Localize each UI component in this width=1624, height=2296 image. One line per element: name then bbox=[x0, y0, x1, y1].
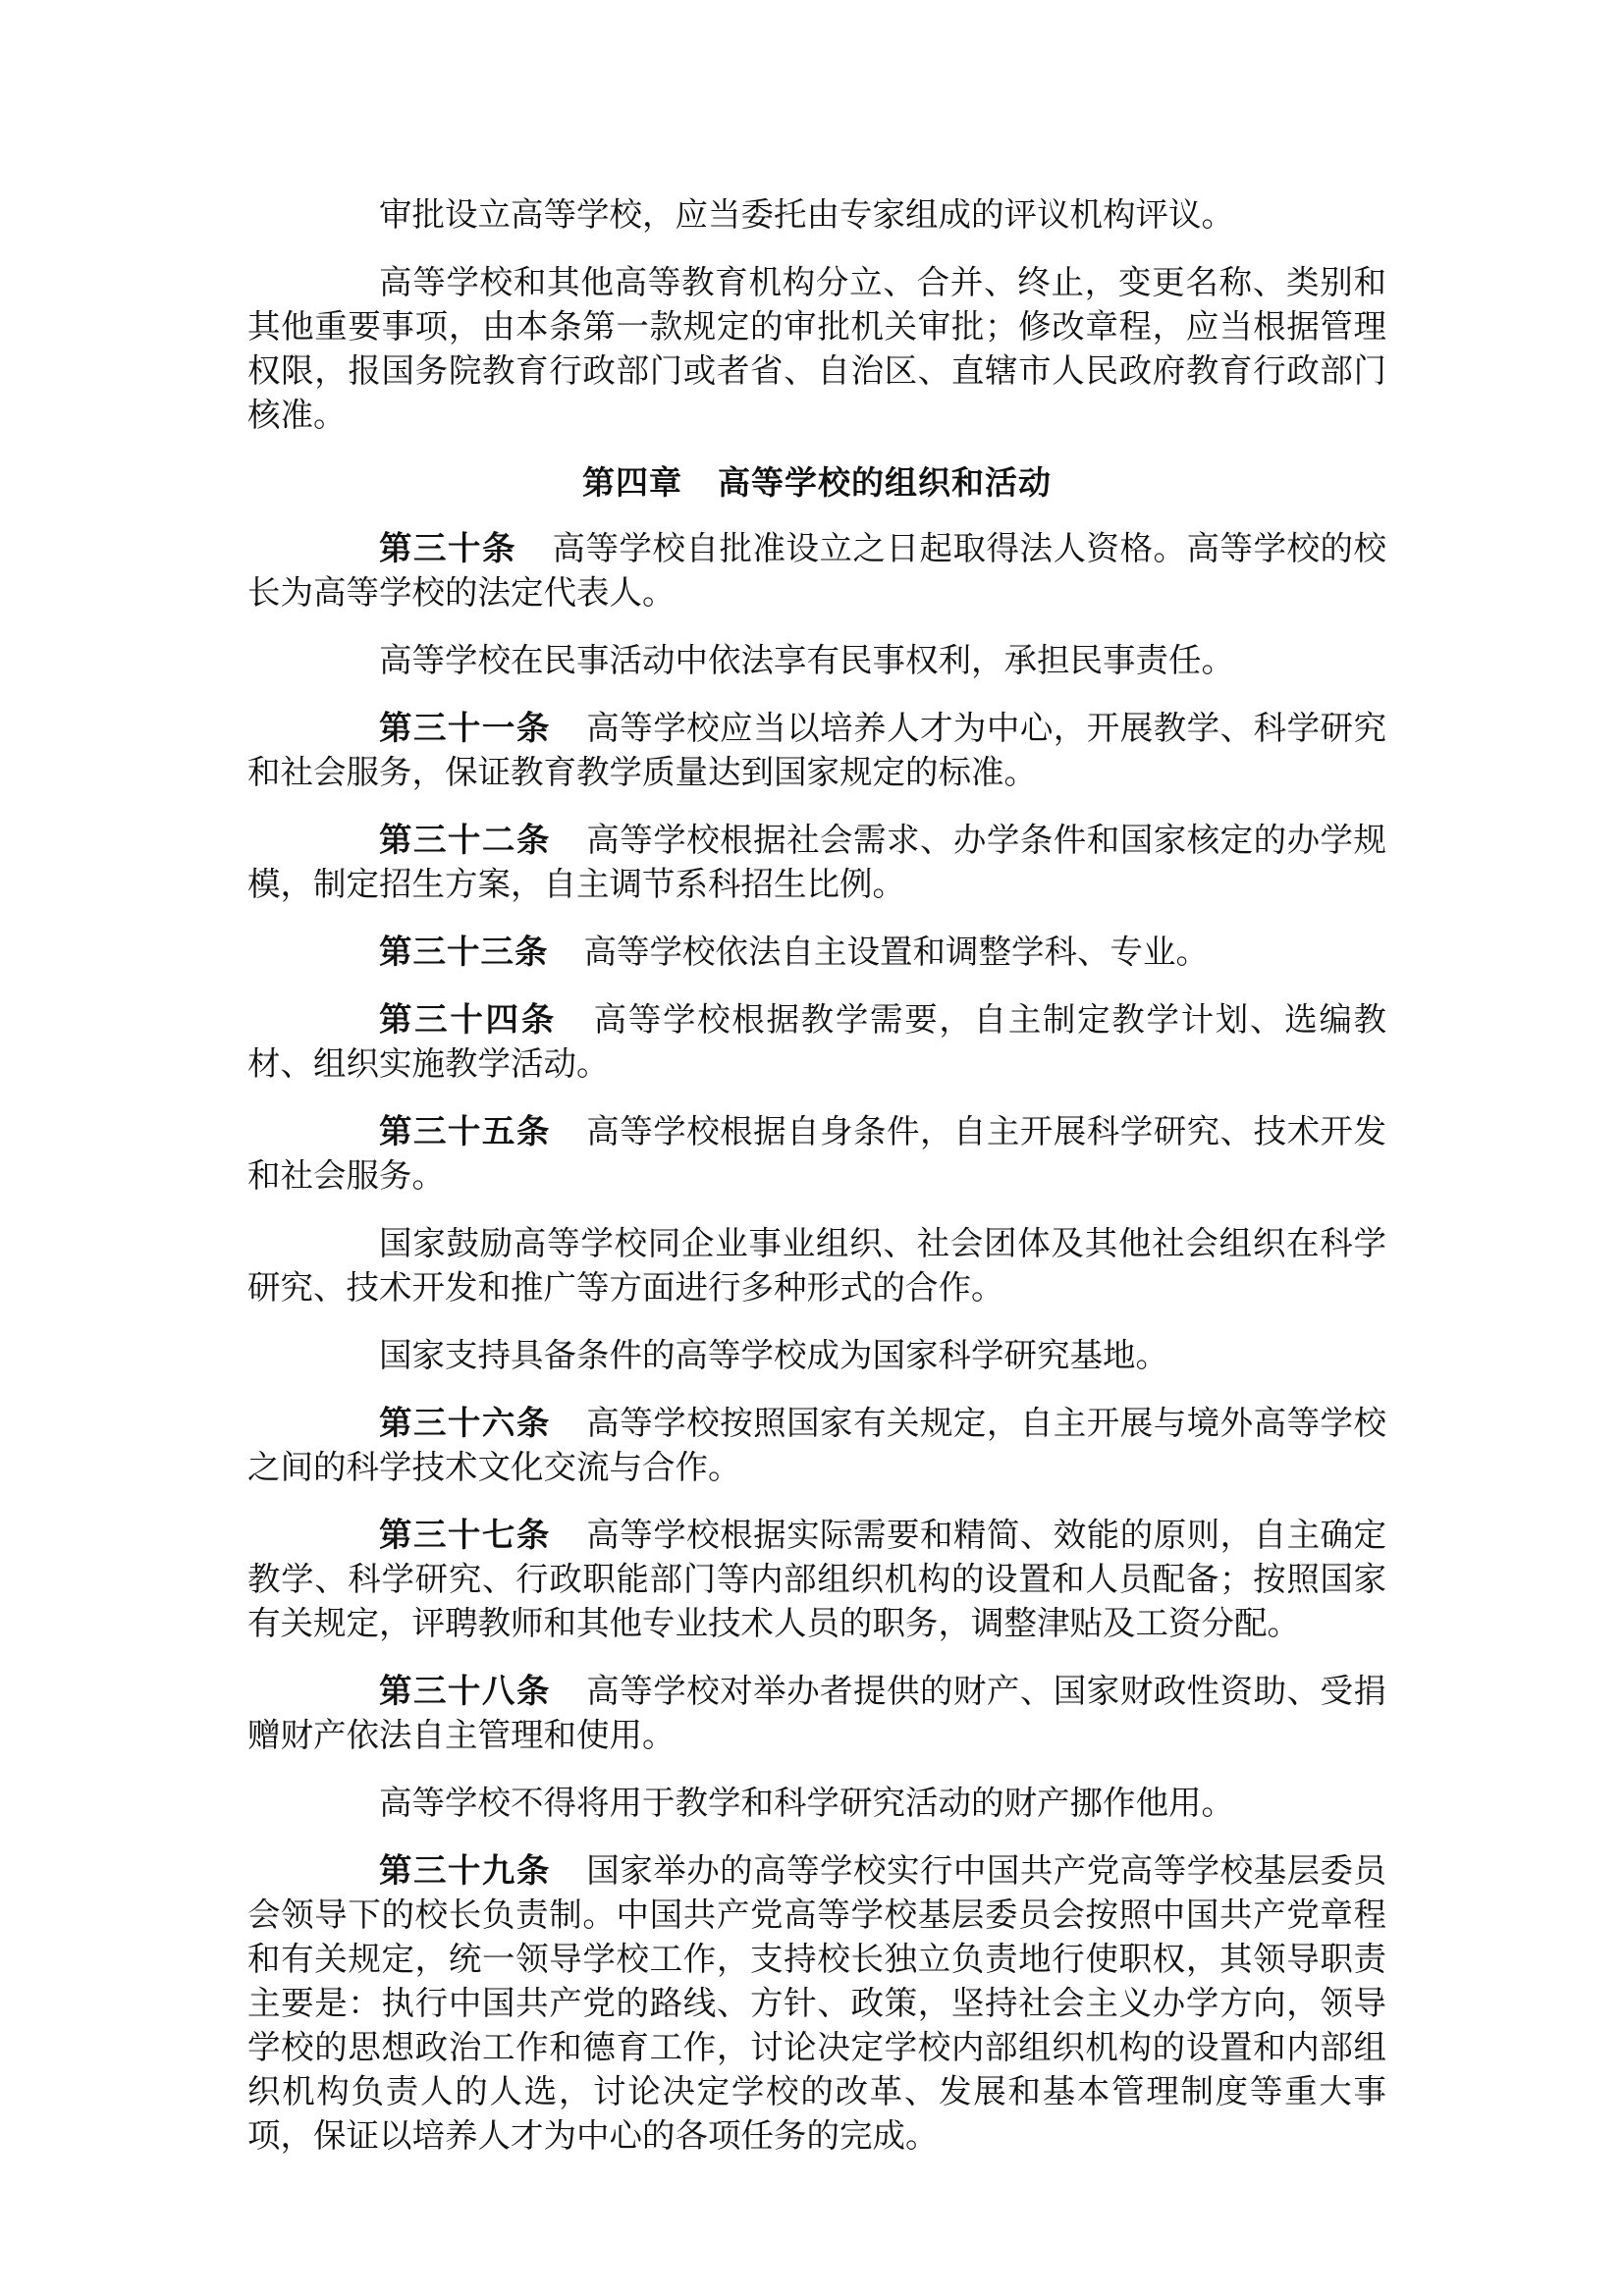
article-text: 国家支持具备条件的高等学校成为国家科学研究基地。 bbox=[379, 1336, 1168, 1374]
article-label: 第三十条 bbox=[379, 529, 516, 567]
article-38 bbox=[247, 1669, 1386, 1757]
article-35 bbox=[247, 1109, 1386, 1198]
article-label: 第三十一条 bbox=[379, 709, 551, 747]
article-text: 高等学校根据自身条件，自主开展科学研究、技术开发和社会服务。 bbox=[247, 1112, 1386, 1195]
article-text: 高等学校不得将用于教学和科学研究活动的财产挪作他用。 bbox=[379, 1784, 1234, 1822]
article-text: 高等学校根据实际需要和精简、效能的原则，自主确定教学、科学研究、行政职能部门等内部组织机构的设置和人员配备；按照国家有关规定，评聘教师和其他专业技术人员的职务，调整津贴及工资分配。 bbox=[247, 1516, 1386, 1642]
article-label: 第三十七条 bbox=[379, 1516, 551, 1554]
article-31 bbox=[247, 706, 1386, 794]
article-30 bbox=[247, 526, 1386, 614]
article-39 bbox=[247, 1848, 1386, 2158]
article-35-paragraph-2 bbox=[247, 1221, 1386, 1309]
article-label: 第三十二条 bbox=[379, 821, 551, 859]
article-text: 国家鼓励高等学校同企业事业组织、社会团体及其他社会组织在科学研究、技术开发和推广等方面进行多种形式的合作。 bbox=[247, 1224, 1386, 1307]
chapter-heading bbox=[247, 460, 1386, 505]
paragraph-text: 高等学校和其他高等教育机构分立、合并、终止，变更名称、类别和其他重要事项，由本条第一款规定的审批机关审批；修改章程，应当根据管理权限，报国务院教育行政部门或者省、自治区、直辖市人民政府教育行政部门核准。 bbox=[247, 263, 1386, 434]
article-32 bbox=[247, 818, 1386, 906]
chapter-number: 第四章 bbox=[582, 463, 682, 502]
article-30-paragraph-2 bbox=[247, 638, 1386, 682]
article-label: 第三十三条 bbox=[379, 933, 549, 971]
paragraph-changes-approval bbox=[247, 260, 1386, 437]
chapter-title: 高等学校的组织和活动 bbox=[718, 463, 1052, 502]
article-text: 高等学校按照国家有关规定，自主开展与境外高等学校之间的科学技术文化交流与合作。 bbox=[247, 1404, 1386, 1486]
article-label: 第三十八条 bbox=[379, 1672, 551, 1710]
paragraph-text: 审批设立高等学校，应当委托由专家组成的评议机构评议。 bbox=[379, 195, 1234, 234]
article-37 bbox=[247, 1513, 1386, 1645]
article-35-paragraph-3 bbox=[247, 1333, 1386, 1377]
document-page bbox=[247, 192, 1386, 2181]
article-text: 高等学校应当以培养人才为中心，开展教学、科学研究和社会服务，保证教育教学质量达到国家规定的标准。 bbox=[247, 709, 1386, 791]
article-label: 第三十四条 bbox=[379, 1000, 557, 1039]
article-36 bbox=[247, 1401, 1386, 1489]
article-label: 第三十九条 bbox=[379, 1851, 551, 1890]
article-33 bbox=[247, 930, 1386, 974]
article-label: 第三十六条 bbox=[379, 1404, 551, 1442]
article-text: 高等学校对举办者提供的财产、国家财政性资助、受捐赠财产依法自主管理和使用。 bbox=[247, 1672, 1386, 1754]
paragraph-approval-review bbox=[247, 192, 1386, 237]
article-38-paragraph-2 bbox=[247, 1781, 1386, 1825]
article-label: 第三十五条 bbox=[379, 1112, 551, 1150]
article-text: 高等学校自批准设立之日起取得法人资格。高等学校的校长为高等学校的法定代表人。 bbox=[247, 529, 1386, 612]
article-text: 高等学校依法自主设置和调整学科、专业。 bbox=[583, 933, 1209, 971]
article-text: 高等学校根据教学需要，自主制定教学计划、选编教材、组织实施教学活动。 bbox=[247, 1000, 1387, 1083]
article-text: 高等学校根据社会需求、办学条件和国家核定的办学规模，制定招生方案，自主调节系科招生比例。 bbox=[247, 821, 1386, 903]
article-text: 高等学校在民事活动中依法享有民事权利，承担民事责任。 bbox=[379, 641, 1234, 679]
article-34 bbox=[247, 997, 1386, 1086]
article-text: 国家举办的高等学校实行中国共产党高等学校基层委员会领导下的校长负责制。中国共产党高等学校基层委员会按照中国共产党章程和有关规定，统一领导学校工作，支持校长独立负责地行使职权，其领导职责主要是：执行中国共产党的路线、方针、政策，坚持社会主义办学方向，领导学校的思想政治工作和德育工作，讨论决定学校内部组织机构的设置和内部组织机构负责人的人选，讨论决定学校的改革、发展和基本管理制度等重大事项，保证以培养人才为中心的各项任务的完成。 bbox=[247, 1851, 1386, 2155]
